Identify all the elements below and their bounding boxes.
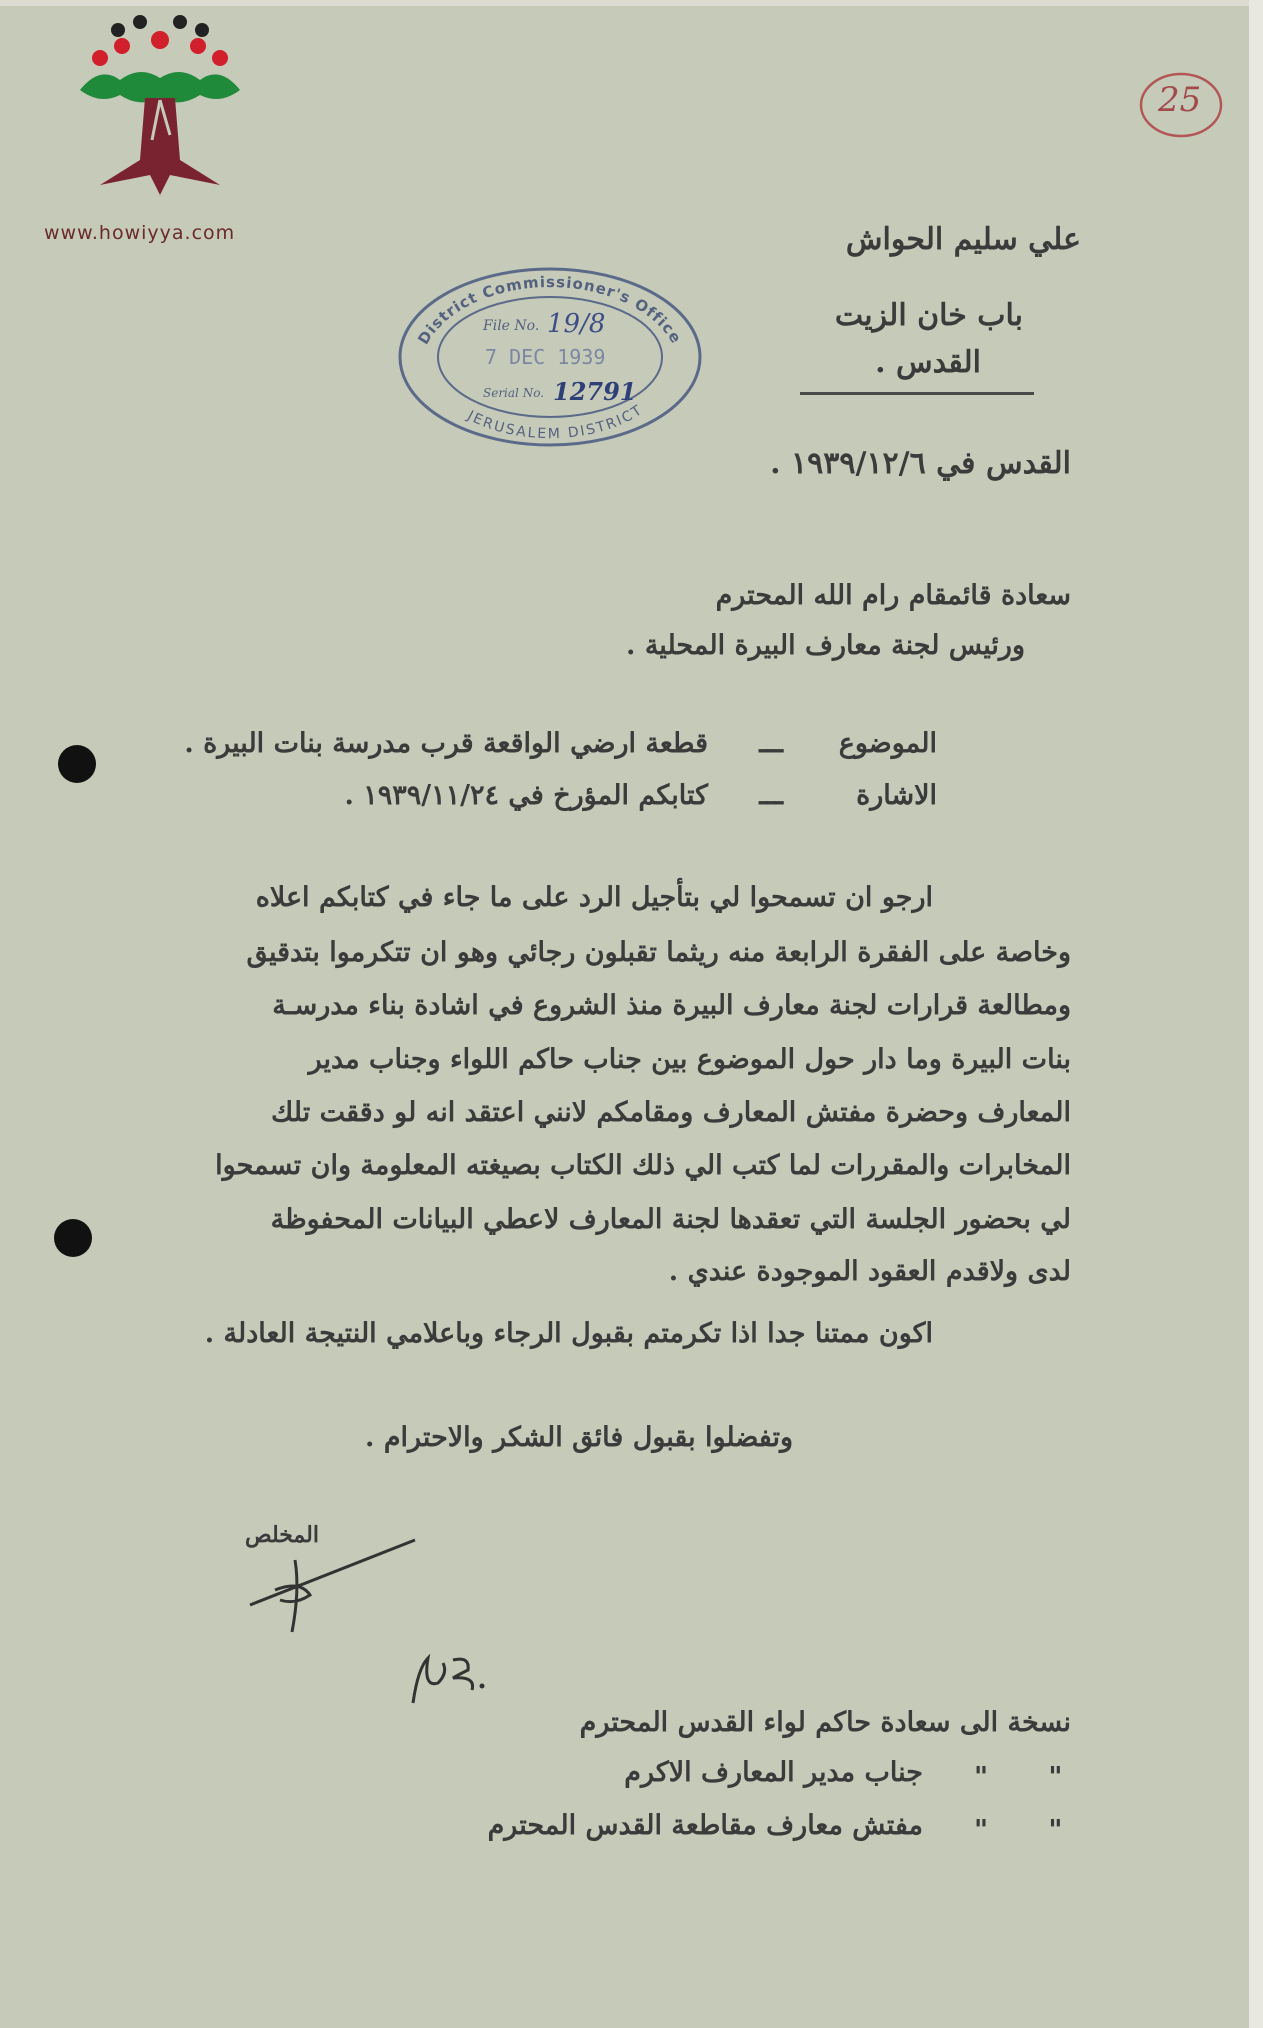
paper-top-edge [0,0,1263,6]
copies-line3: مفتش معارف مقاطعة القدس المحترم [487,1810,923,1841]
stamp-file-label: File No. [483,318,540,334]
stamp-file-number: 19/8 [547,309,606,339]
handwritten-initials [408,1648,488,1708]
body-line-5: المعارف وحضرة مفتش المعارف ومقامكم لانني اعتقد انه لو دققت تلك [271,1097,1071,1128]
body-line-6: المخابرات والمقررات لما كتب الي ذلك الكتاب بصيغته المعلومة وان تسمحوا [215,1150,1071,1181]
body-line-7: لي بحضور الجلسة التي تعقدها لجنة المعارف لاعطي البيانات المحفوظة [270,1204,1071,1235]
howiyya-logo-icon [60,10,260,210]
handwritten-signature [240,1520,420,1640]
stamp-serial-number: 12791 [553,377,637,406]
addressee-line1: سعادة قائمقام رام الله المحترم [715,580,1071,611]
office-stamp [395,262,705,452]
copies-line2: جناب مدير المعارف الاكرم [624,1757,923,1788]
subject-text: قطعة ارضي الواقعة قرب مدرسة بنات البيرة . [184,728,708,759]
stamp-date: 7 DEC 1939 [485,345,606,369]
stamp-top-text: District Commissioner's Office [414,272,686,348]
reference-label: الاشارة [856,780,937,811]
body-line-8: لدى ولاقدم العقود الموجودة عندي . [668,1256,1071,1287]
body-line-1: ارجو ان تسمحوا لي بتأجيل الرد على ما جاء في كتابكم اعلاه [255,882,933,913]
copies-line2-marks: " " [973,1762,1063,1793]
addressee-line2: ورئيس لجنة معارف البيرة المحلية . [626,630,1025,661]
body-line-3: ومطالعة قرارات لجنة معارف البيرة منذ الشروع في اشادة بناء مدرسـة [272,990,1071,1021]
closing-paragraph: اكون ممتنا جدا اذا تكرمتم بقبول الرجاء وباعلامي النتيجة العادلة . [204,1318,933,1349]
reference-dash: ـــ [759,780,783,811]
stamp-bottom-text: JERUSALEM DISTRICT [464,401,647,443]
signature-label: المخلص [245,1522,319,1548]
body-line-4: بنات البيرة وما دار حول الموضوع بين جناب حاكم اللواء وجناب مدير [308,1044,1071,1075]
date-line: القدس في ١٩٣٩/١٢/٦ . [770,446,1071,481]
watermark-url[interactable]: www.howiyya.com [44,222,236,244]
folio-number: 25 [1158,80,1202,120]
sender-address: باب خان الزيت [834,298,1023,333]
stamp-serial-label: Serial No. [483,386,545,400]
copies-line3-marks: " " [973,1815,1063,1846]
subject-label: الموضوع [838,728,937,759]
sender-name: علي سليم الحواش [845,222,1081,257]
initials-text [470,1668,471,1669]
punch-hole-top [58,745,96,783]
sender-underline [800,392,1034,395]
subject-dash: ـــ [759,728,783,759]
reference-text: كتابكم المؤرخ في ١٩٣٩/١١/٢٤ . [344,780,708,811]
salutation: وتفضلوا بقبول فائق الشكر والاحترام . [365,1422,793,1453]
sender-city: القدس . [875,345,981,380]
punch-hole-bottom [54,1219,92,1257]
copies-line1: نسخة الى سعادة حاكم لواء القدس المحترم [579,1707,1071,1738]
body-line-2: وخاصة على الفقرة الرابعة منه ريثما تقبلون رجائي وهو ان تتكرموا بتدقيق [246,937,1071,968]
paper-right-edge [1249,0,1263,2028]
